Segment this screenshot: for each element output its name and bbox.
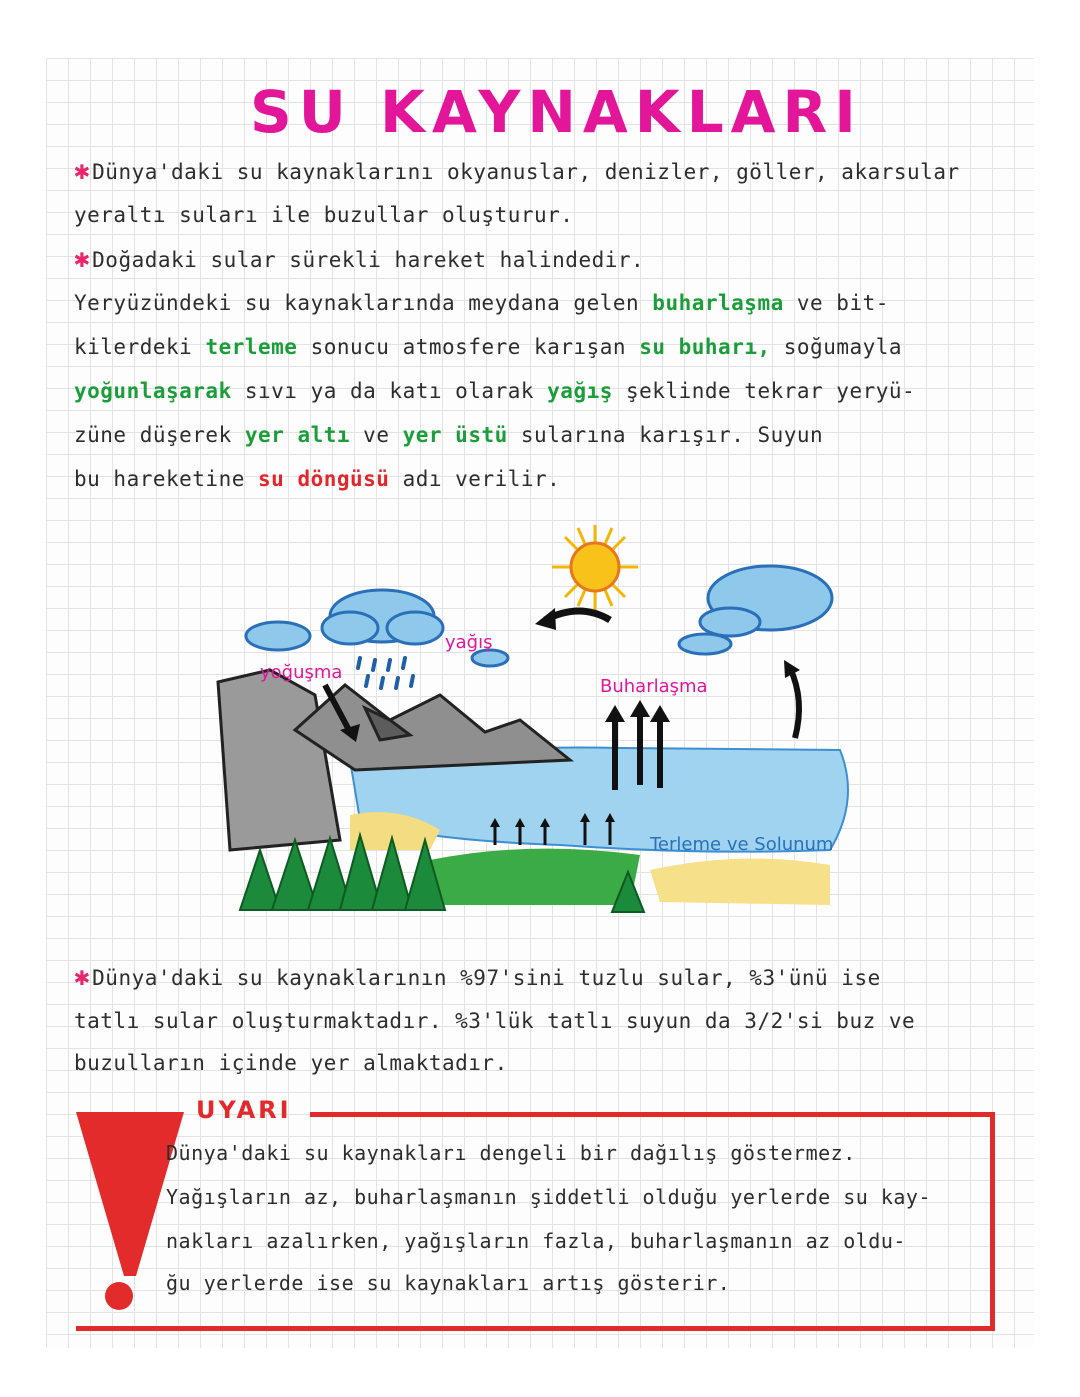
- warning-line-1: Dünya'daki su kaynakları dengeli bir dağılış göstermez.: [166, 1141, 856, 1165]
- cycle-line-5: bu hareketine su döngüsü adı verilir.: [74, 467, 561, 491]
- stats-line-1: ✱Dünya'daki su kaynaklarının %97'sini tuzlu sular, %3'ünü ise: [74, 962, 881, 992]
- warning-box-top-border: [310, 1112, 995, 1117]
- page-title: SU KAYNAKLARI: [250, 78, 863, 146]
- term-condensing: yoğunlaşarak: [74, 379, 232, 403]
- intro-line-2: yeraltı suları ile buzullar oluşturur.: [74, 203, 574, 227]
- label-transpiration: Terleme ve Solunum: [650, 834, 834, 855]
- label-condensation: yoğuşma: [260, 662, 343, 683]
- warning-title: UYARI: [196, 1096, 292, 1124]
- warning-line-3: nakları azalırken, yağışların fazla, buharlaşmanın az oldu-: [166, 1229, 906, 1253]
- warning-line-4: ğu yerlerde ise su kaynakları artış gösterir.: [166, 1271, 731, 1295]
- intro-line-3: ✱Doğadaki sular sürekli hareket halindedir.: [74, 244, 645, 274]
- rain-icon: [358, 658, 413, 688]
- star-icon: ✱: [74, 244, 91, 274]
- shore-sand: [650, 859, 830, 905]
- label-evaporation: Buharlaşma: [600, 676, 708, 697]
- term-evaporation: buharlaşma: [652, 291, 784, 315]
- intro-line-1: ✱Dünya'daki su kaynaklarını okyanuslar, denizler, göller, akarsular: [74, 156, 960, 186]
- label-precipitation: yağış: [445, 632, 493, 653]
- cycle-line-1: Yeryüzündeki su kaynaklarında meydana gelen buharlaşma ve bit-: [74, 291, 889, 315]
- cycle-line-4: züne düşerek yer altı ve yer üstü sularına karışır. Suyun: [74, 423, 824, 447]
- term-transpiration: terleme: [205, 335, 298, 359]
- star-icon: ✱: [74, 156, 91, 186]
- warning-line-2: Yağışların az, buharlaşmanın şiddetli olduğu yerlerde su kay-: [166, 1185, 932, 1209]
- term-surface: yer üstü: [402, 423, 508, 447]
- term-water-vapor: su buharı,: [639, 335, 771, 359]
- water-cycle-diagram: [200, 520, 920, 930]
- sun-icon: [552, 525, 638, 610]
- cycle-line-2: kilerdeki terleme sonucu atmosfere karışan su buharı, soğumayla: [74, 335, 903, 359]
- term-underground: yer altı: [244, 423, 351, 447]
- rising-arrow-icon: [790, 668, 799, 738]
- cycle-line-3: yoğunlaşarak sıvı ya da katı olarak yağış şeklinde tekrar yeryü-: [74, 379, 916, 403]
- stats-line-2: tatlı sular oluşturmaktadır. %3'lük tatlı suyun da 3/2'si buz ve: [74, 1009, 916, 1033]
- cloud-icon: [246, 566, 832, 666]
- grass: [430, 849, 640, 905]
- stats-line-3: buzulların içinde yer almaktadır.: [74, 1051, 508, 1075]
- term-precipitation: yağış: [547, 379, 613, 403]
- star-icon: ✱: [74, 962, 91, 992]
- term-water-cycle: su döngüsü: [258, 467, 390, 491]
